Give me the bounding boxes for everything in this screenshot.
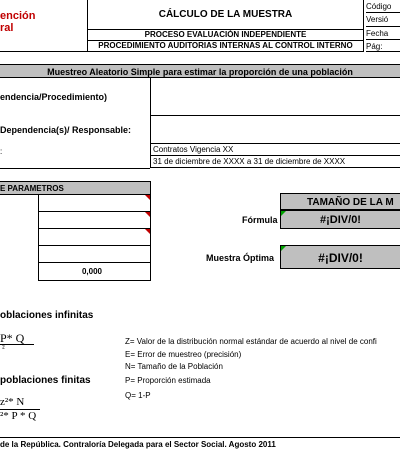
logo-text-line2: ral (0, 22, 14, 34)
param-input-n[interactable] (39, 229, 151, 246)
param-total-value: 0,000 (39, 263, 151, 281)
periodo-value[interactable]: 31 de diciembre de XXXX a 31 de diciembre de XXXX (150, 156, 400, 168)
formula-value: #¡DIV/0! (280, 210, 400, 229)
legend-p: P= Proporción estimada (125, 376, 211, 385)
param-input-z[interactable] (39, 195, 151, 212)
param-label-col (0, 195, 39, 281)
legend-n: N= Tamaño de la Población (125, 362, 223, 371)
infinitas-title: oblaciones infinitas (0, 310, 94, 321)
param-input-p[interactable] (39, 246, 151, 263)
muestra-value: #¡DIV/0! (280, 245, 400, 269)
row-e-label: : (0, 147, 3, 156)
side-fecha: Fecha (366, 28, 400, 40)
formula-label: Fórmula (242, 215, 278, 225)
legend-q: Q= 1-P (125, 391, 151, 400)
procedure-name: PROCEDIMIENTO AUDITORIAS INTERNAS AL CONTROL INTERNO (88, 41, 364, 52)
finitas-title: poblaciones finitas (0, 375, 91, 386)
section-title: Muestreo Aleatorio Simple para estimar la proporción de una población (0, 64, 400, 78)
legend-e: E= Error de muestreo (precisión) (125, 350, 242, 359)
header-logo-cell (0, 0, 88, 52)
footer-text: de la República. Contraloría Delegada para el Sector Social. Agosto 2011 (0, 440, 276, 449)
responsable-value-cell[interactable] (150, 116, 400, 144)
side-pag: Pág: (366, 41, 400, 52)
footer-separator (0, 437, 400, 438)
finitas-numerator: z²* N (0, 396, 25, 408)
param-input-e[interactable] (39, 212, 151, 229)
dependencia-value-cell[interactable] (150, 78, 400, 116)
contratos-value[interactable]: Contratos Vigencia XX (150, 144, 400, 156)
side-version: Versió (366, 13, 400, 27)
dependencia-label: endencia/Procedimiento) (0, 92, 108, 102)
legend-z: Z= Valor de la distribución normal estándar de acuerdo al nivel de confi (125, 337, 377, 346)
responsable-label: Dependencia(s)/ Responsable: (0, 125, 132, 135)
logo-text-line1: ención (0, 10, 36, 22)
tamano-header: TAMAÑO DE LA M (280, 193, 400, 210)
infinitas-numerator: P* Q (0, 331, 25, 345)
side-codigo: Código (366, 0, 400, 13)
process-name: PROCESO EVALUACIÓN INDEPENDIENTE (88, 30, 364, 41)
infinitas-denominator: ² (2, 343, 5, 353)
infinitas-fraction-bar (0, 344, 34, 345)
muestra-label: Muestra Óptima (206, 253, 275, 263)
parametros-header: E PARAMETROS (0, 181, 151, 195)
finitas-denominator: ²* P * Q (0, 410, 37, 422)
document-title: CÁLCULO DE LA MUESTRA (88, 0, 364, 30)
row-separator (0, 168, 150, 169)
